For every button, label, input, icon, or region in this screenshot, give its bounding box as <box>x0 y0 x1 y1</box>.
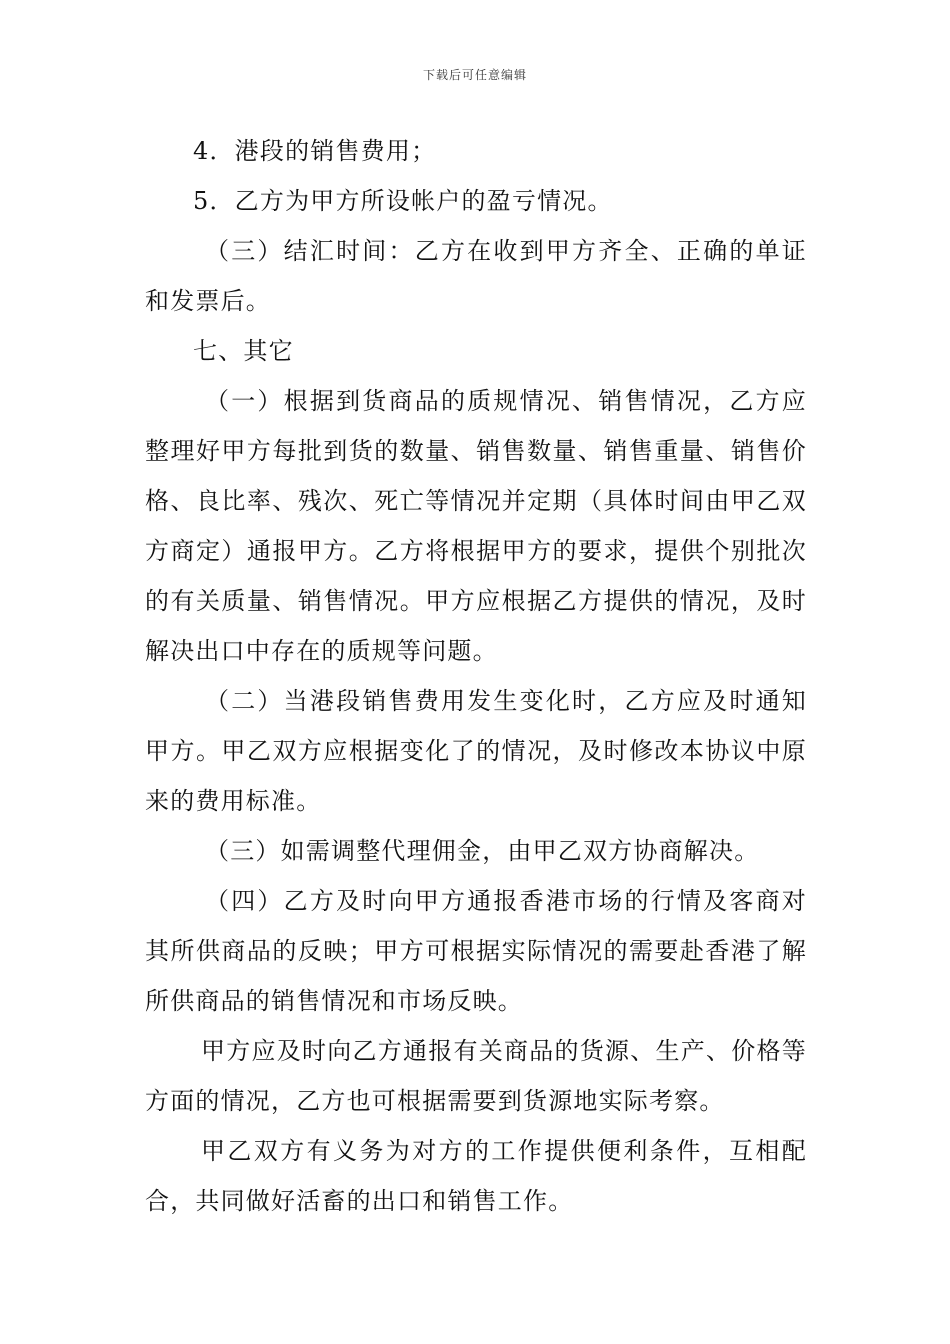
paragraph: （一）根据到货商品的质规情况、销售情况，乙方应整理好甲方每批到货的数量、销售数量、销售重量、销售价格、良比率、残次、死亡等情况并定期（具体时间由甲乙双方商定）通报甲方。乙方将根据甲方的要求，提供个别批次的有关质量、销售情况。甲方应根据乙方提供的情况，及时解决出口中存在的质规等问题。 <box>145 387 807 665</box>
document-body <box>145 126 807 1226</box>
paragraph: 4．港段的销售费用； <box>193 137 437 165</box>
paragraph: （四）乙方及时向甲方通报香港市场的行情及客商对其所供商品的反映；甲方可根据实际情况的需要赴香港了解所供商品的销售情况和市场反映。 <box>145 887 807 1015</box>
page-header-note: 下载后可任意编辑 <box>422 68 527 82</box>
paragraph: 甲乙双方有义务为对方的工作提供便利条件，互相配合，共同做好活畜的出口和销售工作。 <box>145 1137 807 1215</box>
paragraph: （三）如需调整代理佣金，由甲乙双方协商解决。 <box>205 837 760 865</box>
paragraph: 5．乙方为甲方所设帐户的盈亏情况。 <box>193 187 613 215</box>
paragraph: （三）结汇时间：乙方在收到甲方齐全、正确的单证和发票后。 <box>145 237 807 315</box>
section-heading: 七、其它 <box>193 337 294 365</box>
paragraph: （二）当港段销售费用发生变化时，乙方应及时通知甲方。甲乙双方应根据变化了的情况，及时修改本协议中原来的费用标准。 <box>145 687 807 815</box>
paragraph: 甲方应及时向乙方通报有关商品的货源、生产、价格等方面的情况，乙方也可根据需要到货源地实际考察。 <box>145 1037 807 1115</box>
